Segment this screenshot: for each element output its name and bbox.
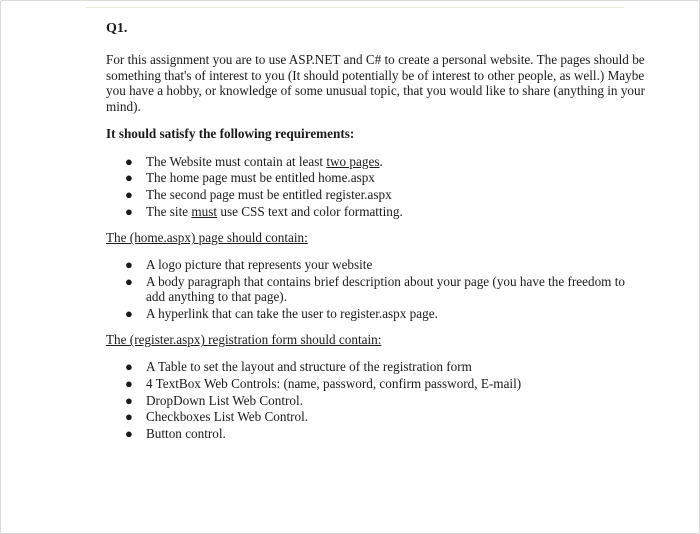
list-item: ● Button control. [125,426,226,442]
top-divider [86,7,624,8]
bullet-icon: ● [125,426,133,442]
intro-paragraph: For this assignment you are to use ASP.NET and C# to create a personal website. The pages should be something that's of interest to you (It should potentially be of interest to other people, as well.) Maybe you have a hobby, or knowledge of some unusual topic, that you would like to share (anything in your mind). [106,52,645,114]
requirements-heading: It should satisfy the following requirements: [106,126,355,141]
bullet-icon: ● [125,375,133,391]
bullet-icon: ● [125,203,133,219]
bullet-icon: ● [125,409,133,425]
document-body [106,20,646,453]
question-title: Q1. [106,21,128,36]
register-page-list [106,359,646,442]
list-item: ● A body paragraph that contains brief description about your page (you have the freedom to add anything to that page). [125,273,625,305]
bullet-icon: ● [125,170,133,186]
bullet-icon: ● [125,187,133,203]
bullet-icon: ● [125,305,133,321]
list-item: ● The site must use CSS text and color formatting. [125,203,403,219]
home-page-heading: The (home.aspx) page should contain: [106,230,308,246]
list-item: ● The Website must contain at least two pages. [125,153,383,169]
requirements-list [106,154,646,220]
list-item: ● The second page must be entitled register.aspx [125,187,392,203]
list-item: ● A logo picture that represents your website [125,256,373,272]
bullet-icon: ● [125,256,133,272]
bullet-icon: ● [125,358,133,374]
list-item: ● A hyperlink that can take the user to register.aspx page. [125,305,438,321]
list-item: ● A Table to set the layout and structure of the registration form [125,358,472,374]
list-item: ● 4 TextBox Web Controls: (name, password, confirm password, E-mail) [125,375,522,391]
list-item: ● DropDown List Web Control. [125,392,303,408]
bullet-icon: ● [125,153,133,169]
bullet-icon: ● [125,392,133,408]
home-page-list [106,257,646,322]
register-page-heading: The (register.aspx) registration form should contain: [106,332,382,348]
list-item: ● The home page must be entitled home.aspx [125,170,375,186]
list-item: ● Checkboxes List Web Control. [125,409,309,425]
bullet-icon: ● [125,273,133,289]
